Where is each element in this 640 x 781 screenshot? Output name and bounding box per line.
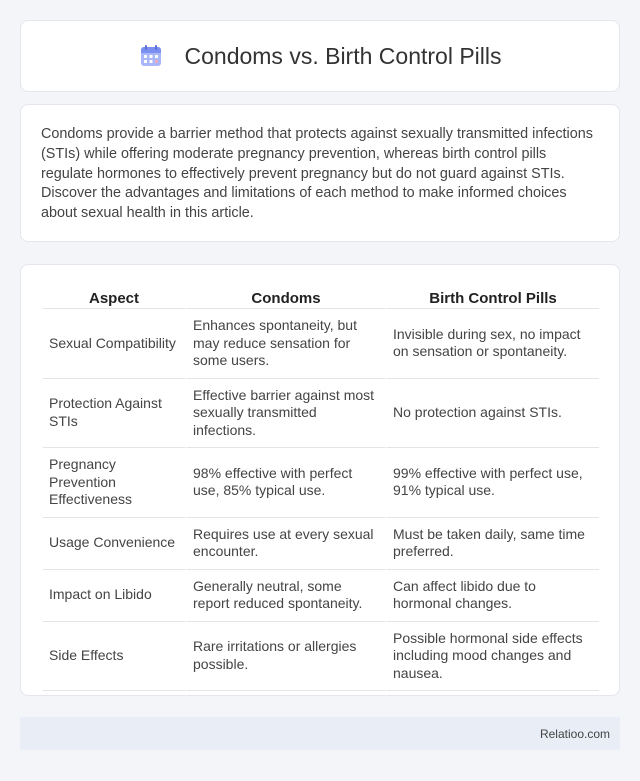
cell-pills: Can affect libido due to hormonal changes. bbox=[387, 570, 599, 622]
cell-pills: Must be taken daily, same time preferred. bbox=[387, 518, 599, 570]
footer-site-name: Relatioo.com bbox=[539, 726, 610, 741]
cell-aspect: Pregnancy Prevention Effectiveness bbox=[43, 448, 187, 518]
header-aspect: Aspect bbox=[43, 285, 187, 309]
cell-aspect: Impact on Libido bbox=[43, 570, 187, 622]
table-row bbox=[43, 379, 599, 449]
cell-aspect: Protection Against STIs bbox=[43, 379, 187, 449]
title-wrap bbox=[139, 43, 502, 70]
cell-condoms: Generally neutral, some report reduced spontaneity. bbox=[187, 570, 387, 622]
page-title: Condoms vs. Birth Control Pills bbox=[184, 42, 502, 69]
comparison-table bbox=[43, 285, 599, 691]
comparison-card bbox=[20, 264, 620, 696]
table-row bbox=[43, 622, 599, 692]
table-row bbox=[43, 448, 599, 518]
cell-condoms: Rare irritations or allergies possible. bbox=[187, 622, 387, 692]
header-condoms: Condoms bbox=[187, 285, 387, 309]
cell-condoms: 98% effective with perfect use, 85% typical use. bbox=[187, 448, 387, 518]
header-card bbox=[20, 20, 620, 92]
header-pills: Birth Control Pills bbox=[387, 285, 599, 309]
cell-aspect: Sexual Compatibility bbox=[43, 309, 187, 379]
footer-bar bbox=[20, 717, 620, 750]
calendar-icon bbox=[139, 44, 163, 68]
table-row bbox=[43, 309, 599, 379]
cell-aspect: Side Effects bbox=[43, 622, 187, 692]
cell-condoms: Effective barrier against most sexually transmitted infections. bbox=[187, 379, 387, 449]
cell-pills: Invisible during sex, no impact on sensation or spontaneity. bbox=[387, 309, 599, 379]
intro-paragraph: Condoms provide a barrier method that protects against sexually transmitted infections (STIs) while offering moderate pregnancy prevention, whereas birth control pills regulate hormones to effectively prevent pregnancy but do not guard against STIs. Discover the advantages and limitations of each method to make informed choices about sexual health in this article. bbox=[41, 126, 593, 222]
cell-aspect: Usage Convenience bbox=[43, 518, 187, 570]
cell-pills: No protection against STIs. bbox=[387, 379, 599, 449]
cell-pills: Possible hormonal side effects including mood changes and nausea. bbox=[387, 622, 599, 692]
intro-card bbox=[20, 104, 620, 242]
table-header-row bbox=[43, 285, 599, 309]
cell-condoms: Requires use at every sexual encounter. bbox=[187, 518, 387, 570]
cell-pills: 99% effective with perfect use, 91% typical use. bbox=[387, 448, 599, 518]
table-row bbox=[43, 518, 599, 570]
table-row bbox=[43, 570, 599, 622]
cell-condoms: Enhances spontaneity, but may reduce sensation for some users. bbox=[187, 309, 387, 379]
